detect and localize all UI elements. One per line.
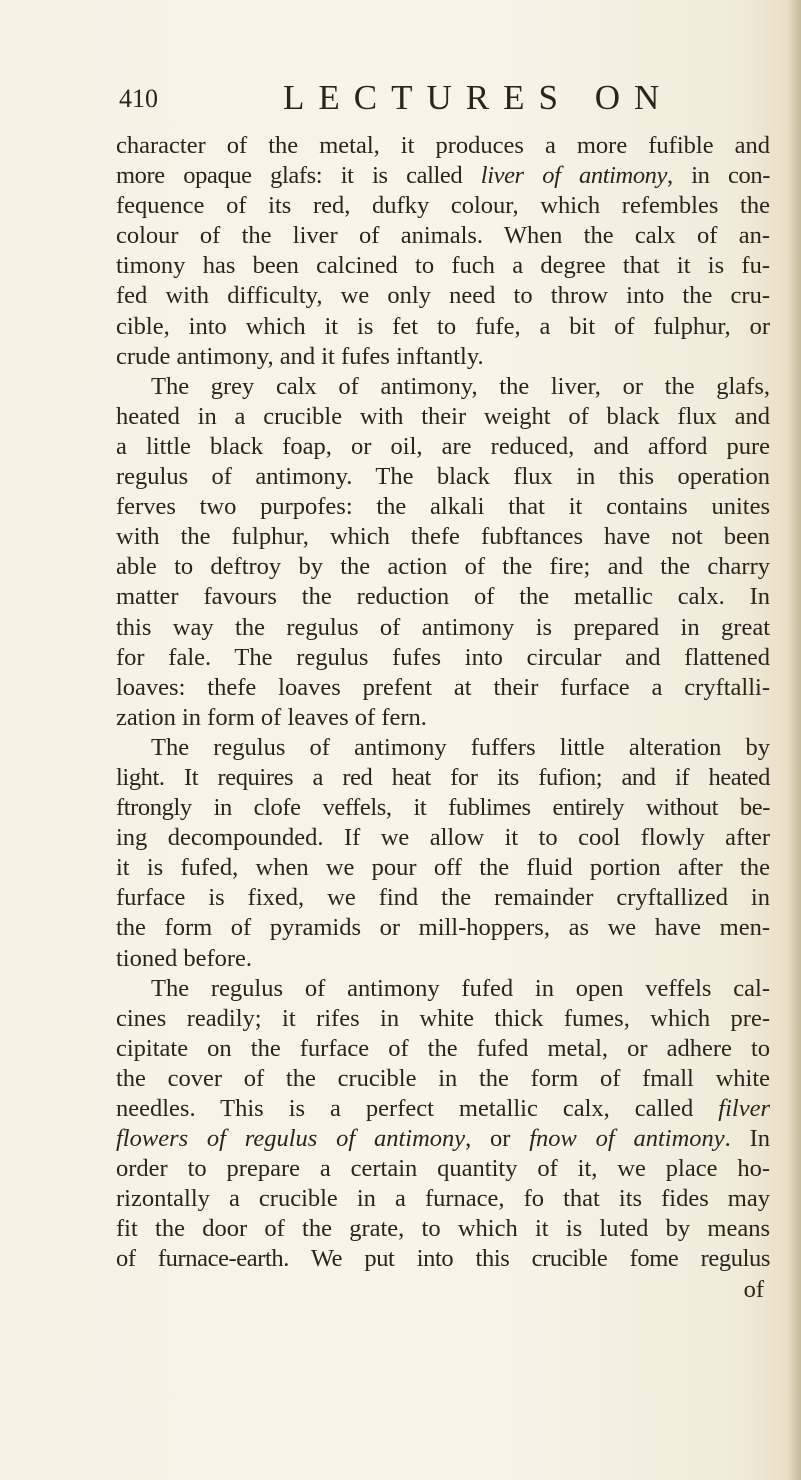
text-line: tioned before.: [116, 944, 253, 972]
text-line: loaves: thefe loaves prefent at their furface a cryftalli-: [116, 673, 770, 701]
text-line: able to deftroy by the action of the fire; and the charry: [116, 553, 770, 581]
page-header: [119, 78, 759, 118]
text-line: cible, into which it is fet to fufe, a bit of fulphur, or: [116, 312, 770, 340]
text-line: needles. This is a perfect metallic calx, called filver: [116, 1095, 770, 1122]
running-title: LECTURES ON: [283, 78, 674, 117]
text-line: ftrongly in clofe veffels, it fublimes entirely without be-: [116, 794, 770, 822]
text-line: this way the regulus of antimony is prepared in great: [116, 613, 770, 641]
text-line: cines readily; it rifes in white thick fumes, which pre-: [116, 1004, 770, 1032]
text-line: character of the metal, it produces a more fufible and: [116, 132, 770, 159]
text-line: for fale. The regulus fufes into circular and flattened: [116, 643, 770, 671]
text-line: crude antimony, and it fufes inftantly.: [116, 342, 484, 370]
paragraph-start-line: The grey calx of antimony, the liver, or the glafs,: [151, 372, 770, 400]
text-line: cipitate on the furface of the fufed metal, or adhere to: [116, 1034, 770, 1062]
catchword: of: [743, 1275, 764, 1303]
text-line: light. It requires a red heat for its fufion; and if heated: [116, 763, 770, 791]
italic-term: filver: [718, 1095, 770, 1122]
italic-term: flowers of regulus of antimony: [116, 1125, 466, 1153]
text-line: it is fufed, when we pour off the fluid portion after the: [116, 854, 770, 882]
italic-term: liver of antimony: [480, 162, 667, 190]
text-line: a little black foap, or oil, are reduced, and afford pure: [116, 432, 770, 460]
text-line: fit the door of the grate, to which it is luted by means: [116, 1215, 770, 1243]
text-line: matter favours the reduction of the metallic calx. In: [116, 583, 770, 611]
text-line: of furnace-earth. We put into this crucible fome regulus: [116, 1245, 770, 1273]
text-line: the cover of the crucible in the form of fmall white: [116, 1064, 770, 1092]
page-edge-shadow: [787, 0, 801, 1480]
text-line: ferves two purpofes: the alkali that it contains unites: [116, 493, 770, 521]
paragraph-start-line: The regulus of antimony fuffers little alteration by: [151, 733, 770, 761]
paragraph-start-line: The regulus of antimony fufed in open veffels cal-: [151, 974, 770, 1002]
text-line: regulus of antimony. The black flux in this operation: [116, 463, 770, 491]
text-line: heated in a crucible with their weight of black flux and: [116, 402, 770, 430]
text-line: more opaque glafs: it is called liver of antimony, in con-: [116, 162, 770, 190]
text-line: fed with difficulty, we only need to throw into the cru-: [116, 282, 770, 310]
text-line: with the fulphur, which thefe fubftances have not been: [116, 523, 770, 551]
text-line: order to prepare a certain quantity of it, we place ho-: [116, 1155, 770, 1183]
text-line: furface is fixed, we find the remainder cryftallized in: [116, 884, 770, 912]
text-line: fequence of its red, dufky colour, which refembles the: [116, 192, 770, 220]
text-line: colour of the liver of animals. When the calx of an-: [116, 222, 770, 250]
text-line: the form of pyramids or mill-hoppers, as we have men-: [116, 914, 770, 942]
text-line: flowers of regulus of antimony, or fnow of antimony. In: [116, 1125, 770, 1153]
text-line: rizontally a crucible in a furnace, fo that its fides may: [116, 1185, 770, 1213]
text-line: ing decompounded. If we allow it to cool flowly after: [116, 824, 770, 852]
body-text: [116, 131, 770, 1305]
italic-term: fnow of antimony: [529, 1125, 725, 1153]
text-line: zation in form of leaves of fern.: [116, 703, 427, 731]
page-number: 410: [119, 84, 158, 113]
text-line: timony has been calcined to fuch a degree that it is fu-: [116, 252, 770, 280]
